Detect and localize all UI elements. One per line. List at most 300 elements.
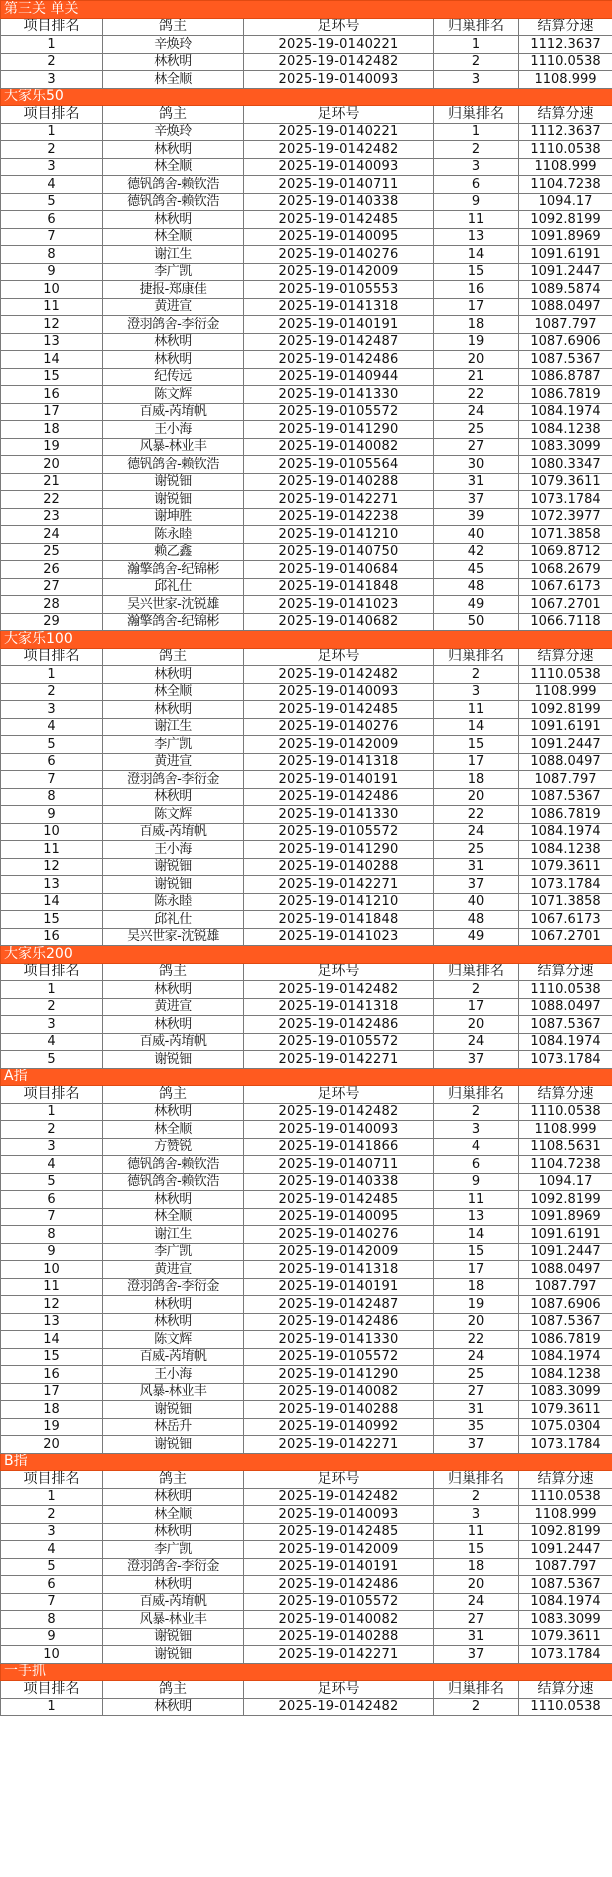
table-row	[1, 193, 612, 211]
speed-cell: 1088.0497	[519, 998, 612, 1016]
return-rank-cell: 31	[434, 858, 519, 876]
table-row	[1, 1103, 612, 1121]
table-row	[1, 981, 612, 999]
owner-cell: 林全顺	[103, 1506, 244, 1524]
speed-cell: 1108.999	[519, 71, 612, 89]
return-rank-cell: 48	[434, 578, 519, 596]
ring-number-cell: 2025-19-0140191	[244, 1558, 434, 1576]
section-title-row	[1, 1453, 612, 1471]
ring-number-cell: 2025-19-0142271	[244, 1051, 434, 1069]
rank-cell: 4	[1, 1156, 103, 1174]
rank-cell: 1	[1, 1488, 103, 1506]
ring-number-cell: 2025-19-0140276	[244, 1226, 434, 1244]
return-rank-cell: 20	[434, 788, 519, 806]
return-rank-cell: 17	[434, 753, 519, 771]
column-header: 结算分速	[519, 1471, 612, 1489]
ring-number-cell: 2025-19-0141023	[244, 928, 434, 946]
return-rank-cell: 37	[434, 1646, 519, 1664]
ring-number-cell: 2025-19-0142482	[244, 981, 434, 999]
return-rank-cell: 37	[434, 1051, 519, 1069]
column-header: 足环号	[244, 18, 434, 36]
owner-cell: 林秋明	[103, 1103, 244, 1121]
ring-number-cell: 2025-19-0142486	[244, 1016, 434, 1034]
speed-cell: 1083.3099	[519, 438, 612, 456]
table-row	[1, 701, 612, 719]
return-rank-cell: 20	[434, 1313, 519, 1331]
ring-number-cell: 2025-19-0142485	[244, 211, 434, 229]
rank-cell: 16	[1, 1366, 103, 1384]
table-row	[1, 508, 612, 526]
owner-cell: 谢江生	[103, 246, 244, 264]
ring-number-cell: 2025-19-0140082	[244, 1383, 434, 1401]
ring-number-cell: 2025-19-0141848	[244, 578, 434, 596]
section-title: 一手抓	[1, 1663, 612, 1681]
return-rank-cell: 2	[434, 141, 519, 159]
speed-cell: 1091.6191	[519, 718, 612, 736]
owner-cell: 澄羽鸽舍-李衍金	[103, 1278, 244, 1296]
return-rank-cell: 17	[434, 298, 519, 316]
table-row	[1, 858, 612, 876]
speed-cell: 1087.5367	[519, 351, 612, 369]
owner-cell: 瀚擎鸽舍-纪锦彬	[103, 561, 244, 579]
owner-cell: 陈永睦	[103, 893, 244, 911]
return-rank-cell: 19	[434, 333, 519, 351]
rank-cell: 4	[1, 176, 103, 194]
ring-number-cell: 2025-19-0142482	[244, 666, 434, 684]
return-rank-cell: 48	[434, 911, 519, 929]
rank-cell: 2	[1, 53, 103, 71]
column-header: 归巢排名	[434, 106, 519, 124]
speed-cell: 1110.0538	[519, 53, 612, 71]
rank-cell: 2	[1, 683, 103, 701]
return-rank-cell: 6	[434, 1156, 519, 1174]
return-rank-cell: 40	[434, 526, 519, 544]
table-row	[1, 1576, 612, 1594]
ring-number-cell: 2025-19-0141318	[244, 998, 434, 1016]
rank-cell: 6	[1, 211, 103, 229]
return-rank-cell: 40	[434, 893, 519, 911]
rank-cell: 8	[1, 1611, 103, 1629]
table-row	[1, 1051, 612, 1069]
return-rank-cell: 11	[434, 211, 519, 229]
owner-cell: 赖乙鑫	[103, 543, 244, 561]
rank-cell: 18	[1, 1401, 103, 1419]
owner-cell: 方赞锐	[103, 1138, 244, 1156]
column-header: 结算分速	[519, 1086, 612, 1104]
ring-number-cell: 2025-19-0142486	[244, 351, 434, 369]
table-row	[1, 1541, 612, 1559]
section-title-row	[1, 1068, 612, 1086]
speed-cell: 1086.7819	[519, 386, 612, 404]
speed-cell: 1091.6191	[519, 246, 612, 264]
owner-cell: 瀚擎鸽舍-纪锦彬	[103, 613, 244, 631]
return-rank-cell: 27	[434, 1383, 519, 1401]
ring-number-cell: 2025-19-0142485	[244, 701, 434, 719]
rank-cell: 7	[1, 1593, 103, 1611]
table-row	[1, 1296, 612, 1314]
section-title-row	[1, 1663, 612, 1681]
speed-cell: 1088.0497	[519, 753, 612, 771]
ring-number-cell: 2025-19-0142009	[244, 736, 434, 754]
ring-number-cell: 2025-19-0140276	[244, 246, 434, 264]
return-rank-cell: 20	[434, 351, 519, 369]
speed-cell: 1086.7819	[519, 1331, 612, 1349]
ring-number-cell: 2025-19-0140276	[244, 718, 434, 736]
speed-cell: 1092.8199	[519, 1191, 612, 1209]
speed-cell: 1084.1974	[519, 823, 612, 841]
return-rank-cell: 42	[434, 543, 519, 561]
return-rank-cell: 14	[434, 246, 519, 264]
return-rank-cell: 37	[434, 491, 519, 509]
return-rank-cell: 16	[434, 281, 519, 299]
table-row	[1, 1646, 612, 1664]
table-row	[1, 1401, 612, 1419]
speed-cell: 1108.999	[519, 1506, 612, 1524]
rank-cell: 14	[1, 1331, 103, 1349]
ring-number-cell: 2025-19-0141848	[244, 911, 434, 929]
column-header: 足环号	[244, 1471, 434, 1489]
return-rank-cell: 11	[434, 701, 519, 719]
ring-number-cell: 2025-19-0140082	[244, 1611, 434, 1629]
owner-cell: 黄进宣	[103, 753, 244, 771]
column-header: 结算分速	[519, 963, 612, 981]
ring-number-cell: 2025-19-0142482	[244, 1103, 434, 1121]
return-rank-cell: 4	[434, 1138, 519, 1156]
owner-cell: 林秋明	[103, 1523, 244, 1541]
speed-cell: 1073.1784	[519, 1646, 612, 1664]
ring-number-cell: 2025-19-0140682	[244, 613, 434, 631]
speed-cell: 1073.1784	[519, 491, 612, 509]
rank-cell: 25	[1, 543, 103, 561]
owner-cell: 澄羽鸽舍-李衍金	[103, 771, 244, 789]
owner-cell: 林秋明	[103, 351, 244, 369]
ring-number-cell: 2025-19-0141330	[244, 806, 434, 824]
table-row	[1, 438, 612, 456]
table-row	[1, 1138, 612, 1156]
rank-cell: 9	[1, 1243, 103, 1261]
return-rank-cell: 1	[434, 123, 519, 141]
owner-cell: 百威-芮堉帆	[103, 403, 244, 421]
table-row	[1, 1383, 612, 1401]
speed-cell: 1110.0538	[519, 1698, 612, 1716]
column-header-row	[1, 1681, 612, 1699]
rank-cell: 17	[1, 1383, 103, 1401]
table-row	[1, 141, 612, 159]
ring-number-cell: 2025-19-0105572	[244, 1348, 434, 1366]
ring-number-cell: 2025-19-0140992	[244, 1418, 434, 1436]
speed-cell: 1073.1784	[519, 876, 612, 894]
return-rank-cell: 24	[434, 1348, 519, 1366]
table-row	[1, 246, 612, 264]
rank-cell: 15	[1, 368, 103, 386]
rank-cell: 7	[1, 1208, 103, 1226]
speed-cell: 1112.3637	[519, 123, 612, 141]
ring-number-cell: 2025-19-0140288	[244, 1401, 434, 1419]
table-row	[1, 158, 612, 176]
speed-cell: 1091.8969	[519, 1208, 612, 1226]
column-header: 项目排名	[1, 963, 103, 981]
ring-number-cell: 2025-19-0141318	[244, 1261, 434, 1279]
ring-number-cell: 2025-19-0142485	[244, 1523, 434, 1541]
rank-cell: 19	[1, 1418, 103, 1436]
return-rank-cell: 3	[434, 1506, 519, 1524]
owner-cell: 王小海	[103, 421, 244, 439]
table-row	[1, 806, 612, 824]
column-header: 归巢排名	[434, 1681, 519, 1699]
owner-cell: 风暴-林业丰	[103, 438, 244, 456]
speed-cell: 1079.3611	[519, 473, 612, 491]
return-rank-cell: 22	[434, 1331, 519, 1349]
rank-cell: 15	[1, 911, 103, 929]
rank-cell: 3	[1, 71, 103, 89]
rank-cell: 20	[1, 1436, 103, 1454]
column-header: 鸽主	[103, 648, 244, 666]
owner-cell: 李广凯	[103, 1243, 244, 1261]
owner-cell: 吴兴世家-沈锐雄	[103, 928, 244, 946]
table-row	[1, 456, 612, 474]
return-rank-cell: 31	[434, 473, 519, 491]
table-row	[1, 841, 612, 859]
owner-cell: 林秋明	[103, 1191, 244, 1209]
rank-cell: 3	[1, 1138, 103, 1156]
return-rank-cell: 17	[434, 1261, 519, 1279]
table-row	[1, 1016, 612, 1034]
return-rank-cell: 24	[434, 1033, 519, 1051]
table-row	[1, 53, 612, 71]
rank-cell: 5	[1, 1558, 103, 1576]
owner-cell: 林全顺	[103, 683, 244, 701]
ring-number-cell: 2025-19-0142487	[244, 1296, 434, 1314]
owner-cell: 陈文辉	[103, 806, 244, 824]
column-header: 鸽主	[103, 1471, 244, 1489]
speed-cell: 1069.8712	[519, 543, 612, 561]
column-header: 归巢排名	[434, 648, 519, 666]
table-row	[1, 1331, 612, 1349]
rank-cell: 13	[1, 333, 103, 351]
rank-cell: 19	[1, 438, 103, 456]
column-header-row	[1, 963, 612, 981]
table-row	[1, 1506, 612, 1524]
column-header: 项目排名	[1, 106, 103, 124]
return-rank-cell: 18	[434, 1558, 519, 1576]
ring-number-cell: 2025-19-0141210	[244, 893, 434, 911]
owner-cell: 邱礼仕	[103, 578, 244, 596]
table-row	[1, 123, 612, 141]
table-row	[1, 1121, 612, 1139]
ring-number-cell: 2025-19-0141318	[244, 753, 434, 771]
return-rank-cell: 49	[434, 928, 519, 946]
column-header: 结算分速	[519, 18, 612, 36]
rank-cell: 9	[1, 1628, 103, 1646]
owner-cell: 林全顺	[103, 1121, 244, 1139]
return-rank-cell: 35	[434, 1418, 519, 1436]
rank-cell: 3	[1, 701, 103, 719]
table-row	[1, 823, 612, 841]
speed-cell: 1072.3977	[519, 508, 612, 526]
rank-cell: 1	[1, 1103, 103, 1121]
return-rank-cell: 45	[434, 561, 519, 579]
ring-number-cell: 2025-19-0140093	[244, 158, 434, 176]
ring-number-cell: 2025-19-0141318	[244, 298, 434, 316]
owner-cell: 澄羽鸽舍-李衍金	[103, 1558, 244, 1576]
speed-cell: 1084.1974	[519, 1348, 612, 1366]
ring-number-cell: 2025-19-0142482	[244, 1698, 434, 1716]
return-rank-cell: 37	[434, 876, 519, 894]
owner-cell: 百威-芮堉帆	[103, 1033, 244, 1051]
return-rank-cell: 49	[434, 596, 519, 614]
return-rank-cell: 24	[434, 403, 519, 421]
ring-number-cell: 2025-19-0141290	[244, 421, 434, 439]
table-row	[1, 71, 612, 89]
column-header: 项目排名	[1, 1471, 103, 1489]
rank-cell: 11	[1, 298, 103, 316]
owner-cell: 谢锐钿	[103, 1646, 244, 1664]
ring-number-cell: 2025-19-0142486	[244, 1576, 434, 1594]
speed-cell: 1110.0538	[519, 981, 612, 999]
table-row	[1, 228, 612, 246]
ring-number-cell: 2025-19-0140338	[244, 193, 434, 211]
owner-cell: 吴兴世家-沈锐雄	[103, 596, 244, 614]
rank-cell: 17	[1, 403, 103, 421]
owner-cell: 百威-芮堉帆	[103, 1348, 244, 1366]
table-row	[1, 316, 612, 334]
rank-cell: 21	[1, 473, 103, 491]
rank-cell: 9	[1, 806, 103, 824]
column-header: 项目排名	[1, 648, 103, 666]
return-rank-cell: 3	[434, 1121, 519, 1139]
speed-cell: 1087.797	[519, 316, 612, 334]
speed-cell: 1092.8199	[519, 1523, 612, 1541]
speed-cell: 1110.0538	[519, 1488, 612, 1506]
table-row	[1, 911, 612, 929]
rank-cell: 1	[1, 981, 103, 999]
owner-cell: 林秋明	[103, 788, 244, 806]
owner-cell: 德钒鸽舍-赖钦浩	[103, 1173, 244, 1191]
table-row	[1, 1348, 612, 1366]
return-rank-cell: 27	[434, 438, 519, 456]
ring-number-cell: 2025-19-0140684	[244, 561, 434, 579]
ring-number-cell: 2025-19-0140093	[244, 71, 434, 89]
rank-cell: 2	[1, 1121, 103, 1139]
speed-cell: 1087.5367	[519, 788, 612, 806]
rank-cell: 1	[1, 123, 103, 141]
column-header-row	[1, 1471, 612, 1489]
return-rank-cell: 31	[434, 1401, 519, 1419]
table-row	[1, 1191, 612, 1209]
return-rank-cell: 25	[434, 841, 519, 859]
return-rank-cell: 3	[434, 683, 519, 701]
rank-cell: 12	[1, 858, 103, 876]
return-rank-cell: 30	[434, 456, 519, 474]
ring-number-cell: 2025-19-0140093	[244, 683, 434, 701]
speed-cell: 1067.6173	[519, 911, 612, 929]
column-header: 足环号	[244, 1681, 434, 1699]
rank-cell: 7	[1, 771, 103, 789]
owner-cell: 陈文辉	[103, 386, 244, 404]
rank-cell: 5	[1, 1173, 103, 1191]
owner-cell: 林秋明	[103, 1296, 244, 1314]
table-row	[1, 1156, 612, 1174]
rank-cell: 22	[1, 491, 103, 509]
owner-cell: 谢江生	[103, 1226, 244, 1244]
rank-cell: 5	[1, 736, 103, 754]
owner-cell: 李广凯	[103, 263, 244, 281]
return-rank-cell: 15	[434, 1541, 519, 1559]
table-row	[1, 1313, 612, 1331]
owner-cell: 辛焕玲	[103, 123, 244, 141]
rank-cell: 29	[1, 613, 103, 631]
table-row	[1, 1226, 612, 1244]
rank-cell: 5	[1, 193, 103, 211]
return-rank-cell: 24	[434, 1593, 519, 1611]
return-rank-cell: 2	[434, 666, 519, 684]
table-row	[1, 613, 612, 631]
table-row	[1, 1173, 612, 1191]
owner-cell: 澄羽鸽舍-李衍金	[103, 316, 244, 334]
column-header: 鸽主	[103, 18, 244, 36]
speed-cell: 1087.5367	[519, 1016, 612, 1034]
ring-number-cell: 2025-19-0140191	[244, 771, 434, 789]
return-rank-cell: 18	[434, 316, 519, 334]
table-row	[1, 1488, 612, 1506]
owner-cell: 林岳升	[103, 1418, 244, 1436]
ring-number-cell: 2025-19-0141290	[244, 1366, 434, 1384]
ring-number-cell: 2025-19-0140095	[244, 1208, 434, 1226]
column-header: 鸽主	[103, 963, 244, 981]
column-header-row	[1, 648, 612, 666]
rank-cell: 6	[1, 753, 103, 771]
speed-cell: 1092.8199	[519, 211, 612, 229]
owner-cell: 百威-芮堉帆	[103, 823, 244, 841]
table-row	[1, 473, 612, 491]
speed-cell: 1084.1974	[519, 1033, 612, 1051]
speed-cell: 1071.3858	[519, 893, 612, 911]
ring-number-cell: 2025-19-0105572	[244, 1033, 434, 1051]
column-header: 项目排名	[1, 1086, 103, 1104]
owner-cell: 林秋明	[103, 1698, 244, 1716]
speed-cell: 1091.8969	[519, 228, 612, 246]
speed-cell: 1066.7118	[519, 613, 612, 631]
ring-number-cell: 2025-19-0140711	[244, 1156, 434, 1174]
ring-number-cell: 2025-19-0140288	[244, 858, 434, 876]
table-row	[1, 211, 612, 229]
table-row	[1, 893, 612, 911]
ring-number-cell: 2025-19-0140191	[244, 1278, 434, 1296]
table-row	[1, 1436, 612, 1454]
rank-cell: 2	[1, 998, 103, 1016]
owner-cell: 黄进宣	[103, 1261, 244, 1279]
rank-cell: 2	[1, 141, 103, 159]
section-title: 大家乐200	[1, 946, 612, 964]
return-rank-cell: 9	[434, 1173, 519, 1191]
return-rank-cell: 15	[434, 1243, 519, 1261]
column-header: 鸽主	[103, 106, 244, 124]
column-header: 足环号	[244, 963, 434, 981]
table-row	[1, 578, 612, 596]
table-row	[1, 421, 612, 439]
owner-cell: 百威-芮堉帆	[103, 1593, 244, 1611]
owner-cell: 谢江生	[103, 718, 244, 736]
ring-number-cell: 2025-19-0142238	[244, 508, 434, 526]
rank-cell: 20	[1, 456, 103, 474]
return-rank-cell: 18	[434, 771, 519, 789]
rank-cell: 9	[1, 263, 103, 281]
table-row	[1, 1628, 612, 1646]
column-header-row	[1, 1086, 612, 1104]
ring-number-cell: 2025-19-0140944	[244, 368, 434, 386]
return-rank-cell: 22	[434, 386, 519, 404]
ring-number-cell: 2025-19-0142487	[244, 333, 434, 351]
